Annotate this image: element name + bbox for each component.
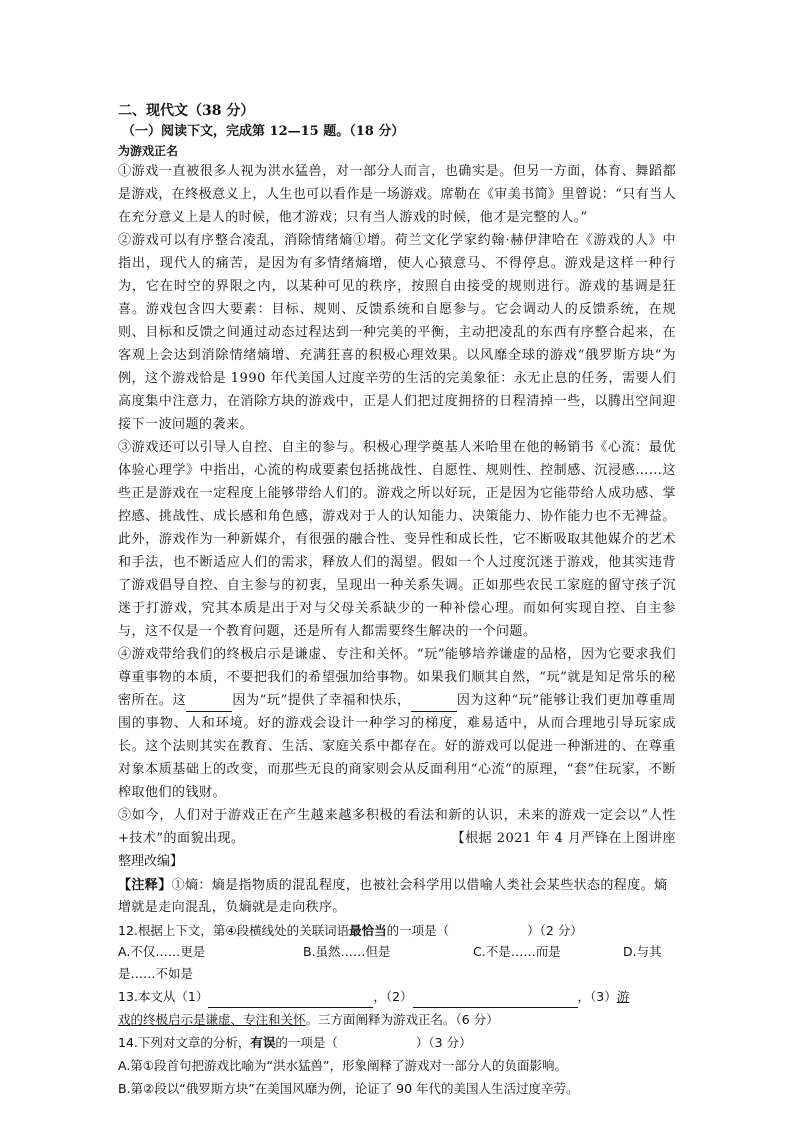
q13-blank-1[interactable] [208,991,373,1008]
paragraph-4-part-b: 因为“玩”提供了幸福和快乐， [232,693,411,708]
q14-tail: ）（3 分） [415,1035,472,1050]
q14-suffix: 的一项是（ [275,1035,338,1050]
paragraph-5 [118,804,676,850]
question-14 [118,1031,676,1054]
annotation-text: ①熵：熵是指物质的混乱程度，也被社会科学用以借喻人类社会某些状态的程度。熵增就是走向混乱，负熵就是走向秩序。 [118,878,668,915]
q14-option-b[interactable]: B.第②段以“俄罗斯方块”在美国风靡为例，论证了 90 年代的美国人生活过度辛劳。 [118,1081,579,1096]
q12-options [118,942,676,962]
q13-rest: 。三方面阐释为游戏正名。（6 分） [305,1012,499,1027]
q14-prefix: 14.下列对文章的分析， [118,1035,251,1050]
question-12 [118,919,676,942]
blank-2[interactable] [411,697,457,712]
q12-emphasis: 最恰当 [349,923,387,938]
source-note: 【根据 2021 年 4 月严锋在上图讲座 [451,831,676,846]
q13-given-answer: 戏的终极启示是谦虚、专注和关怀 [118,1012,306,1027]
source-note-tail: 整理改编】 [118,854,184,869]
essay-title: 为游戏正名 [118,144,179,158]
paragraph-1: ①游戏一直被很多人视为洪水猛兽，对一部分人而言，也确实是。但另一方面，体育、舞蹈都是游戏，在终极意义上，人生也可以看作是一场游戏。席勒在《审美书简》里曾说：“只有当人在充分意义上是人的时候，他才游戏；只有当人游戏的时候，他才是完整的人。” [118,164,676,225]
q12-option-d-continued: 是……不如是 [118,966,194,981]
q12-suffix: 的一项是（ [386,923,450,938]
q13-blank-2[interactable] [413,991,578,1008]
paragraph-4-part-a: ④游戏带给我们的终极启示是谦虚、专注和关怀。“玩”能够培养谦虚的品格，因为它要求我们尊重事物的本质，不要把我们的希望强加给事物。如果我们顺其自然，“玩”就是知足常乐的秘密所在。这 [118,647,676,708]
paragraph-5-text: ⑤如今，人们对于游戏正在产生越来越多积极的看法和新的认识，未来的游戏一定会以“人性+技术”的面貌出现。 [118,808,676,846]
q12-tail: ）（2 分） [527,923,583,938]
q14-option-a[interactable]: A.第①段首句把游戏比喻为“洪水猛兽”，形象阐释了游戏对一部分人的负面影响。 [118,1058,567,1073]
paragraph-3: ③游戏还可以引导人自控、自主的参与。积极心理学奠基人米哈里在他的畅销书《心流：最优体验心理学》中指出，心流的构成要素包括挑战性、自愿性、规则性、控制感、沉浸感……这些正是游戏在一定程度上能够带给人们的。游戏之所以好玩，正是因为它能带给人成功感、掌控感、挑战性、成长感和角色感，游戏对于人的认知能力、决策能力、协作能力也不无裨益。此外，游戏作为一种新媒介，有很强的融合性、变异性和成长性，它不断吸取其他媒介的艺术和手法，也不断适应人们的需求，释放人们的渴望。假如一个人过度沉迷于游戏，他其实违背了游戏倡导自控、自主参与的初衷，呈现出一种关系失调。正如那些农民工家庭的留守孩子沉迷于打游戏，究其本质是出于对与父母关系缺少的一种补偿心理。而如何实现自控、自主参与，这不仅是一个教育问题，还是所有人都需要终生解决的一个问题。 [118,440,676,639]
annotation [118,875,676,919]
q13-mid-2: ，（3） [577,989,617,1004]
q12-prefix: 12.根据上下文，第④段横线处的关联词语 [118,923,350,938]
paragraph-4-part-c: 因为这种“玩”能够让我们更加尊重周围的事物、人和环境。好的游戏会设计一种学习的梯度，难易适中，从而合理地引导玩家成长。这个法则其实在教育、生活、家庭关系中都存在。好的游戏可以促进一种渐进的、在尊重对象本质基础上的改变，而那些无良的商家则会从反面利用“心流”的原理，“套”住玩家，不断榨取他们的钱财。 [118,693,676,800]
q14-emphasis: 有误 [250,1035,276,1050]
q12-option-b[interactable]: B.虽然……但是 [303,944,391,959]
q12-option-c[interactable]: C.不是……而是 [473,944,561,959]
question-13-line-2 [118,1008,676,1031]
question-13 [118,985,676,1008]
paragraph-4 [118,643,676,804]
sub-title: （一）阅读下文，完成第 12—15 题。（18 分） [122,124,405,139]
blank-1[interactable] [186,697,232,712]
q12-option-d[interactable]: D.与其 [623,944,662,959]
paragraph-2: ②游戏可以有序整合凌乱，消除情绪熵①增。荷兰文化学家约翰·赫伊津哈在《游戏的人》中指出，现代人的痛苦，是因为有多情绪熵增，使人心猿意马、不得停息。游戏是这样一种行为，它在时空的界限之内，以某种可见的秩序，按照自由接受的规则进行。游戏的基调是狂喜。游戏包含四大要素：目标、规则、反馈系统和自愿参与。它会调动人的反馈系统，在规则、目标和反馈之间通过动态过程达到一种完美的平衡，主动把凌乱的东西有序整合起来，在客观上会达到消除情绪熵增、充满狂喜的积极心理效果。以风靡全球的游戏“俄罗斯方块”为例，这个游戏恰是 1990 年代美国人过度辛劳的生活的完美象征：永无止息的任务，需要人们高度集中注意力，在消除方块的游戏中，正是人们把过度拥挤的日程清掉一些，以腾出空间迎接下一波问题的袭来。 [118,233,676,432]
q13-prefix: 13.本文从（1） [118,989,209,1004]
section-title: 二、现代文（38 分） [118,103,255,119]
q12-option-a[interactable]: A.不仅……更是 [118,944,206,959]
q13-mid-1: ，（2） [373,989,413,1004]
annotation-label: 【注释】 [118,878,172,893]
q13-tail-start: 游 [616,989,630,1004]
